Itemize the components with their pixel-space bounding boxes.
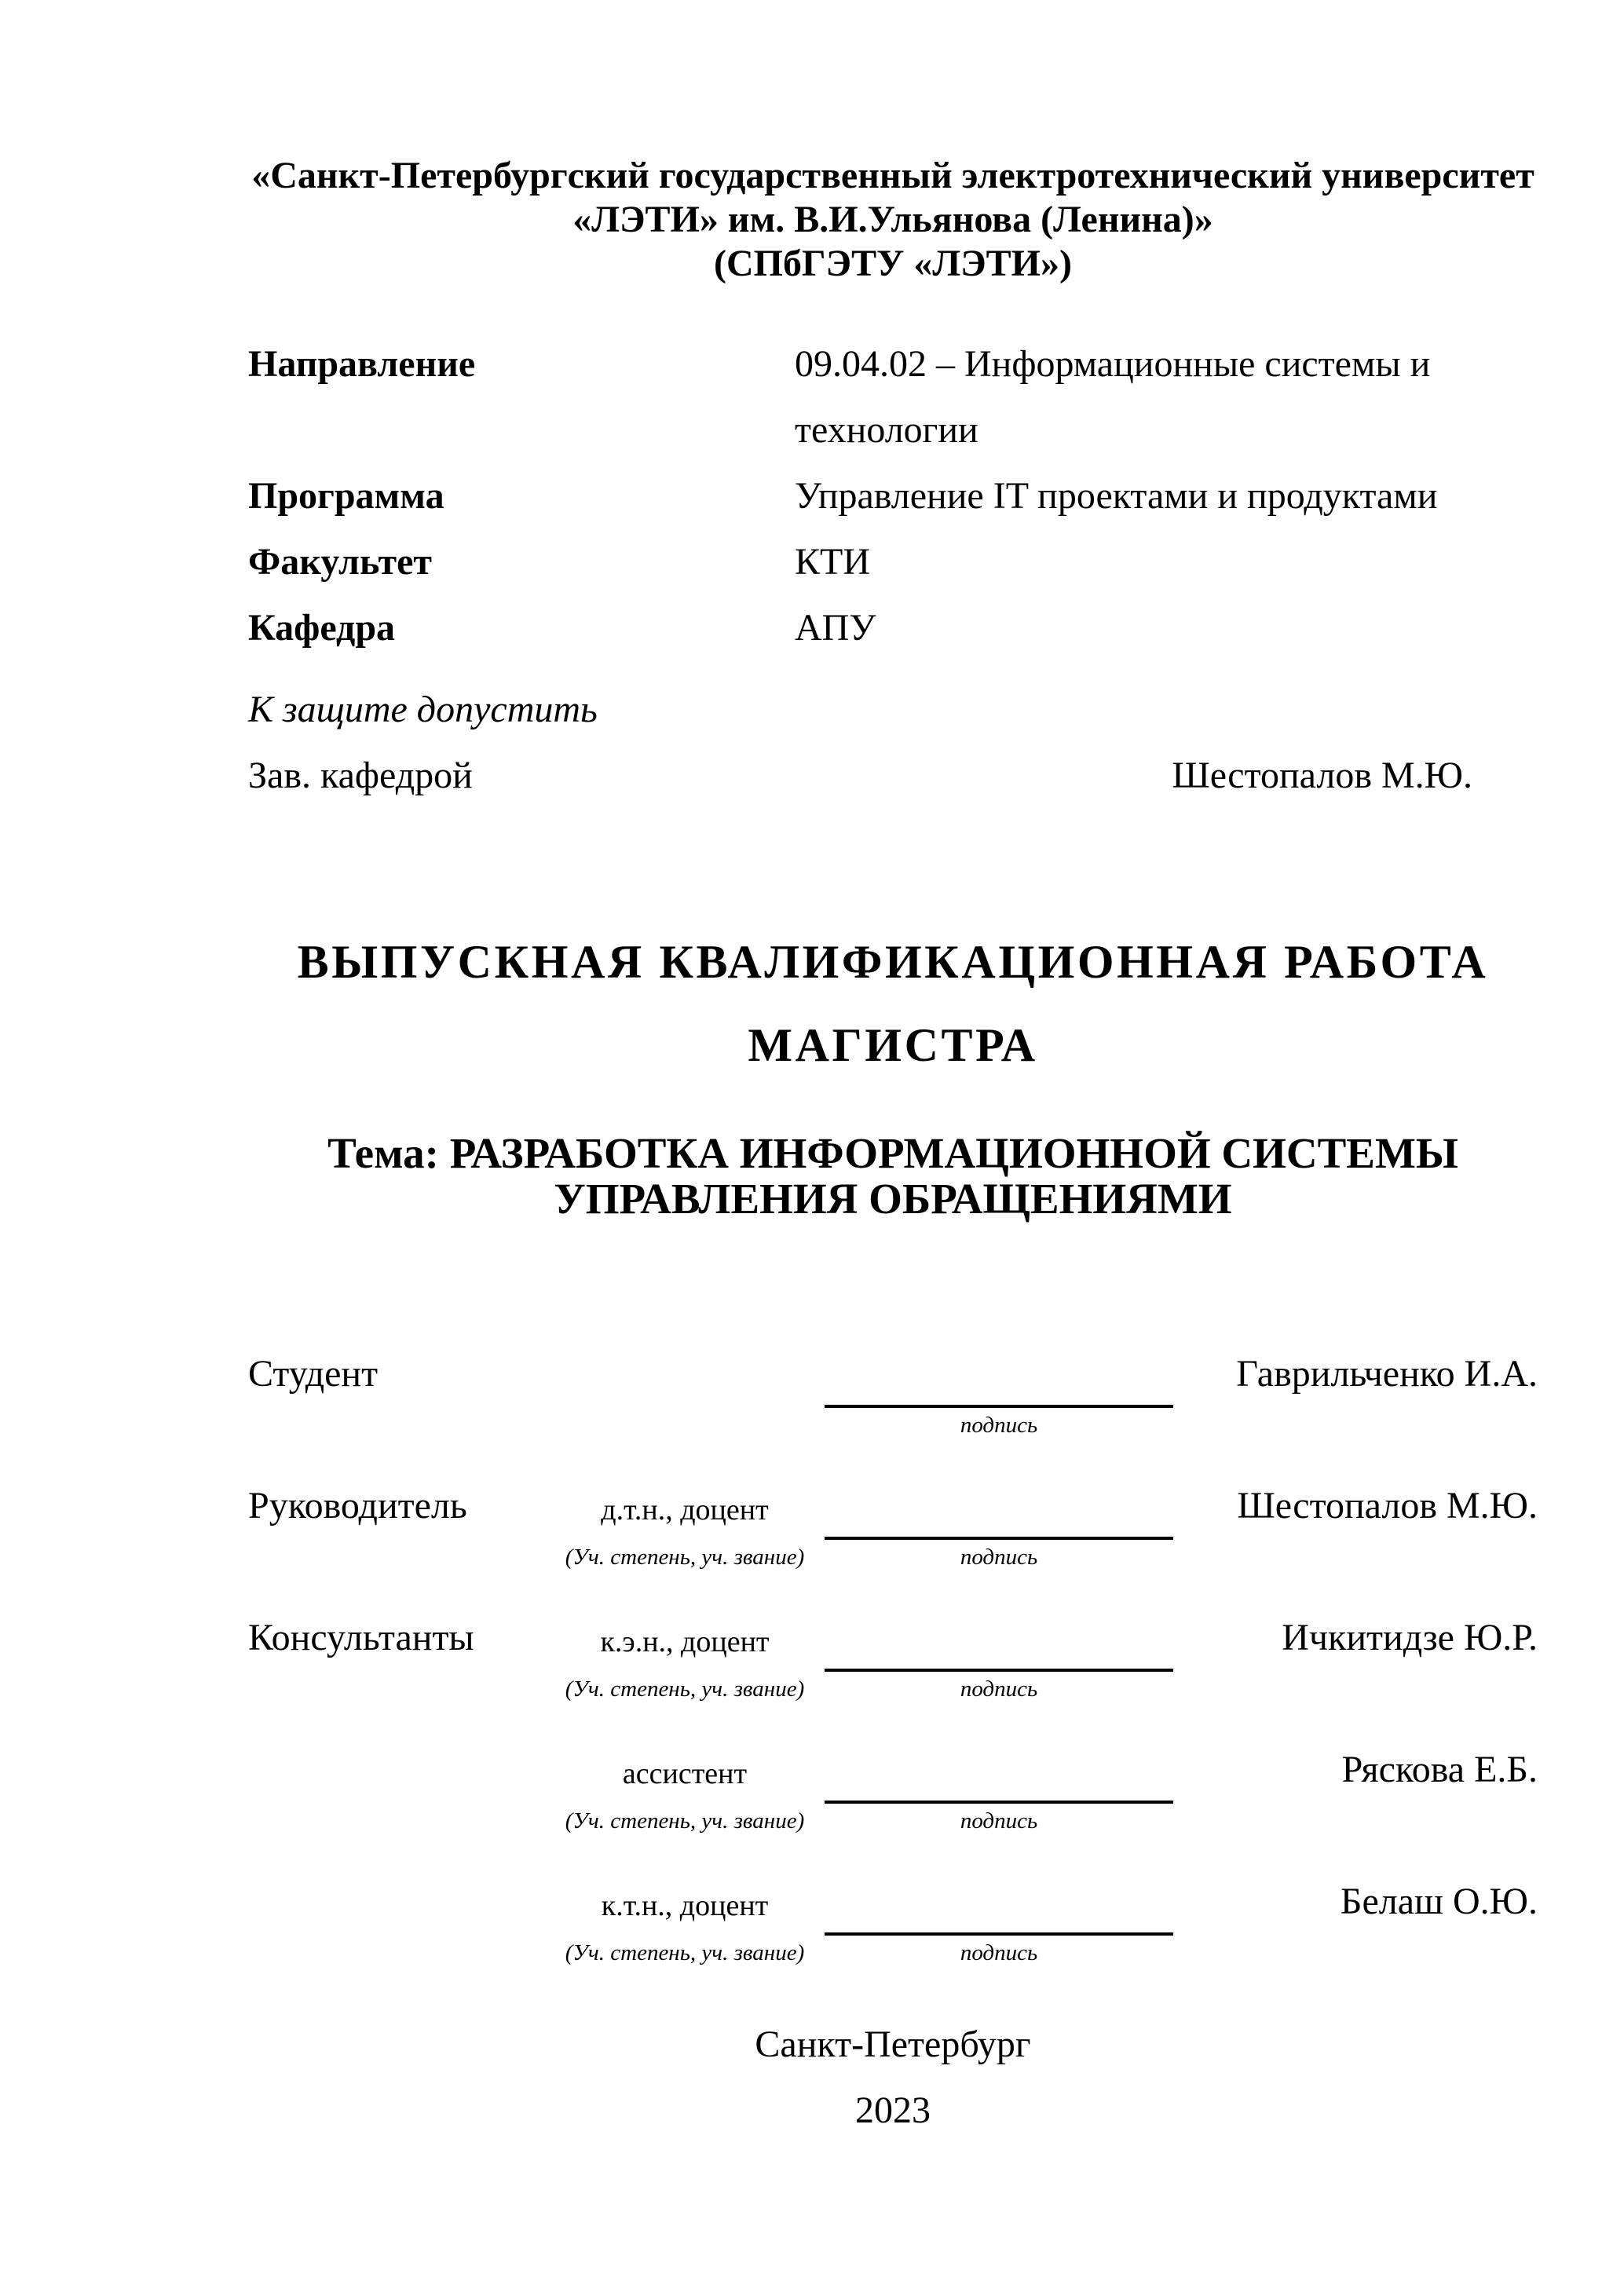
admission-phrase: К защите допустить — [248, 689, 598, 730]
work-title — [248, 920, 1538, 1087]
role-label — [248, 1923, 550, 1936]
signature-row-consultant-1 — [248, 1616, 1538, 1702]
signature-line — [825, 1484, 1173, 1540]
signature-line — [825, 1352, 1173, 1408]
signature-block — [248, 1352, 1538, 1966]
topic-line-2: УПРАВЛЕНИЯ ОБРАЩЕНИЯМИ — [554, 1175, 1232, 1223]
signature-caption: подпись — [960, 1676, 1038, 1702]
topic-line-1: Тема: РАЗРАБОТКА ИНФОРМАЦИОННОЙ СИСТЕМЫ — [327, 1129, 1458, 1177]
field-label-faculty: Факультет — [248, 541, 432, 583]
person-name: Ряскова Е.Б. — [1341, 1749, 1538, 1790]
degree-caption: (Уч. степень, уч. звание) — [565, 1545, 805, 1570]
signature-caption: подпись — [960, 1940, 1038, 1965]
degree-label — [550, 1395, 820, 1408]
university-name-line-1: «Санкт-Петербургский государственный электротехнический университет — [251, 155, 1534, 196]
topic-title — [248, 1131, 1538, 1222]
field-label-department: Кафедра — [248, 607, 396, 649]
person-name: Гаврильченко И.А. — [1236, 1353, 1538, 1395]
degree-label: к.э.н., доцент — [600, 1625, 770, 1658]
work-title-line-1: ВЫПУСКНАЯ КВАЛИФИКАЦИОННАЯ РАБОТА — [297, 936, 1489, 988]
signature-line — [825, 1748, 1173, 1804]
person-name: Белаш О.Ю. — [1340, 1881, 1538, 1922]
department-head-name: Шестопалов М.Ю. — [1172, 755, 1472, 796]
university-header — [248, 154, 1538, 286]
degree-label: ассистент — [622, 1757, 748, 1790]
signature-row-student — [248, 1352, 1538, 1439]
field-value-department: АПУ — [795, 607, 876, 649]
signature-line — [825, 1616, 1173, 1672]
program-fields — [248, 331, 1538, 661]
field-value-faculty: КТИ — [795, 541, 870, 583]
work-title-line-2: МАГИСТРА — [748, 1019, 1038, 1071]
signature-row-consultant-3 — [248, 1880, 1538, 1966]
person-name: Ичкитидзе Ю.Р. — [1282, 1617, 1538, 1658]
signature-row-supervisor — [248, 1484, 1538, 1570]
person-name: Шестопалов М.Ю. — [1237, 1485, 1538, 1526]
signature-caption: подпись — [960, 1413, 1038, 1438]
degree-caption: (Уч. степень, уч. звание) — [565, 1940, 805, 1965]
footer-city: Санкт-Петербург — [755, 2024, 1031, 2065]
role-label: Консультанты — [248, 1617, 474, 1658]
signature-caption: подпись — [960, 1545, 1038, 1570]
field-value-direction: 09.04.02 – Информационные системы и технологии — [795, 343, 1431, 451]
role-label: Руководитель — [248, 1485, 467, 1526]
department-head-label: Зав. кафедрой — [248, 755, 473, 796]
degree-caption — [550, 1408, 820, 1439]
field-label-program: Программа — [248, 475, 444, 517]
field-label-direction: Направление — [248, 343, 476, 385]
university-name-line-3: (СПбГЭТУ «ЛЭТИ») — [714, 243, 1072, 284]
degree-label: д.т.н., доцент — [601, 1493, 769, 1526]
degree-caption: (Уч. степень, уч. звание) — [565, 1676, 805, 1702]
degree-label: к.т.н., доцент — [601, 1889, 769, 1922]
department-head-row — [248, 743, 1538, 809]
field-value-program: Управление IT проектами и продуктами — [795, 475, 1438, 517]
role-label: Студент — [248, 1353, 379, 1395]
footer-year: 2023 — [855, 2089, 931, 2131]
role-label — [248, 1791, 550, 1804]
degree-caption: (Уч. степень, уч. звание) — [565, 1808, 805, 1834]
footer — [248, 2012, 1538, 2144]
signature-row-consultant-2 — [248, 1748, 1538, 1834]
university-name-line-2: «ЛЭТИ» им. В.И.Ульянова (Ленина)» — [572, 199, 1213, 240]
signature-line — [825, 1880, 1173, 1936]
signature-caption: подпись — [960, 1808, 1038, 1834]
